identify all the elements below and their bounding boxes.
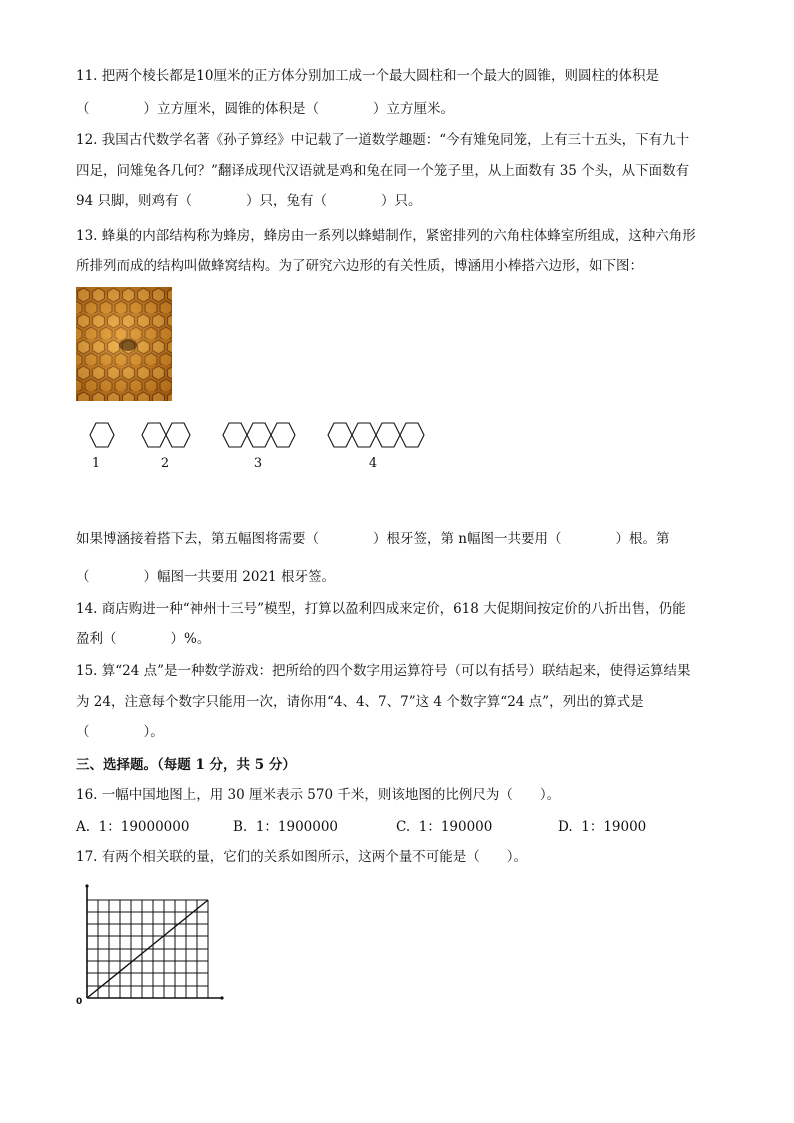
q15-line-2: 为 24，注意每个数字只能用一次，请你用“4、4、7、7”这 4 个数字算“24 点”，列出的算式是 <box>76 694 644 710</box>
hexagon-fig3 <box>223 423 295 447</box>
origin-label: 0 <box>76 997 83 1007</box>
q16-option-b[interactable] <box>233 818 338 836</box>
q16-option-c[interactable] <box>396 818 492 836</box>
figure-label-1: 1 <box>91 456 101 471</box>
option-letter: B. <box>233 819 248 835</box>
option-letter: C. <box>396 819 411 835</box>
option-letter: A. <box>76 819 91 835</box>
q13-line-4: （ ）幅图一共要用 2021 根牙签。 <box>76 569 335 585</box>
option-text: 1：190000 <box>418 819 493 835</box>
proportion-graph <box>72 880 232 1014</box>
q13-line-1: 13. 蜂巢的内部结构称为蜂房，蜂房由一系列以蜂蜡制作，紧密排列的六角柱体蜂室所组成，这种六角形 <box>76 228 696 244</box>
honeycomb-photo <box>76 287 172 401</box>
option-text: 1：19000000 <box>98 819 190 835</box>
figure-label-4: 4 <box>368 456 378 471</box>
q14-line-2: 盈利（ ）%。 <box>76 631 211 647</box>
option-text: 1：19000 <box>581 819 647 835</box>
q13-line-3: 如果博涵接着搭下去，第五幅图将需要（ ）根牙签，第 n幅图一共要用（ ）根。第 <box>76 531 670 547</box>
hexagon-fig2 <box>142 423 190 447</box>
q16-stem: 16. 一幅中国地图上，用 30 厘米表示 570 千米，则该地图的比例尺为（ ）。 <box>76 787 561 803</box>
q16-option-a[interactable] <box>76 818 189 836</box>
q12-line-2: 四足，问雉兔各几何？”翻译成现代汉语就是鸡和兔在同一个笼子里，从上面数有 35 个头，从下面数有 <box>76 163 690 179</box>
q14-line-1: 14. 商店购进一种“神州十三号”模型，打算以盈利四成来定价，618 大促期间按定价的八折出售，仍能 <box>76 601 686 617</box>
q13-line-2: 所排列而成的结构叫做蜂窝结构。为了研究六边形的有关性质，博涵用小棒搭六边形，如下图： <box>76 258 643 274</box>
q12-line-3: 94 只脚，则鸡有（ ）只，兔有（ ）只。 <box>76 193 422 209</box>
q11-line-2: （ ）立方厘米，圆锥的体积是（ ）立方厘米。 <box>76 101 454 117</box>
hexagon-sequence-figure <box>76 414 436 478</box>
option-text: 1：1900000 <box>255 819 339 835</box>
hexagon-fig1 <box>90 423 114 447</box>
q11-line-1: 11. 把两个棱长都是10厘米的正方体分别加工成一个最大圆柱和一个最大的圆锥，则圆柱的体积是 <box>76 68 659 84</box>
q17-stem: 17. 有两个相关联的量，它们的关系如图所示，这两个量不可能是（ ）。 <box>76 849 528 865</box>
figure-label-3: 3 <box>253 456 263 471</box>
hexagon-fig4 <box>328 423 424 447</box>
section-3-title: 三、选择题。（每题 1 分，共 5 分） <box>76 757 296 773</box>
q12-line-1: 12. 我国古代数学名著《孙子算经》中记载了一道数学趣题：“今有雉兔同笼，上有三十五头，下有九十 <box>76 132 690 148</box>
q16-option-d[interactable] <box>558 818 646 836</box>
option-letter: D. <box>558 819 573 835</box>
q15-line-1: 15. 算“24 点”是一种数学游戏：把所给的四个数字用运算符号（可以有括号）联结起来，使得运算结果 <box>76 663 691 679</box>
q15-line-3: （ ）。 <box>76 724 164 740</box>
figure-label-2: 2 <box>160 456 170 471</box>
